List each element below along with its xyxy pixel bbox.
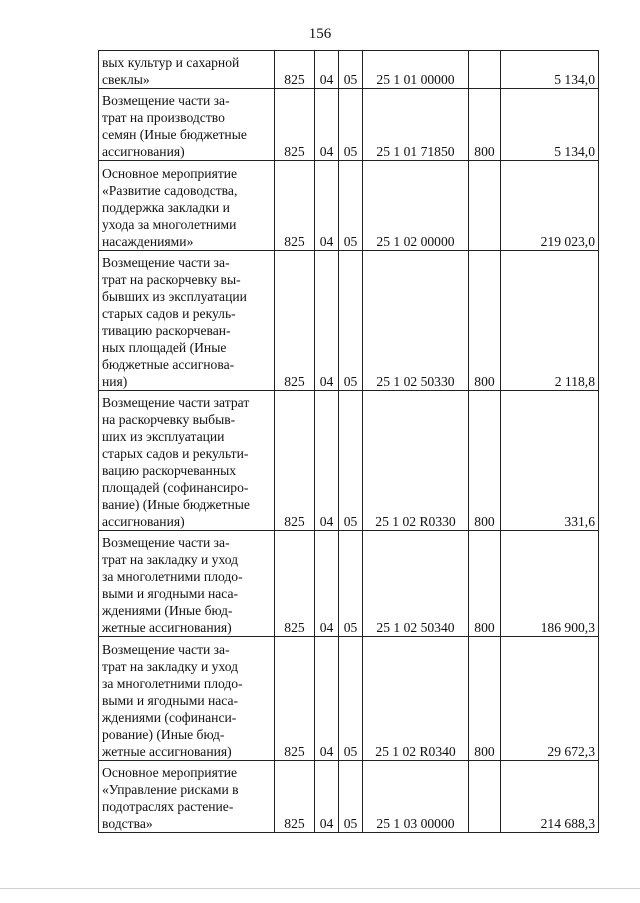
row-vr: 800: [469, 391, 501, 531]
row-vr: [469, 161, 501, 251]
row-section: 04: [315, 251, 339, 391]
row-csr: 25 1 02 R0340: [363, 637, 469, 761]
row-name: Основное мероприятие «Управление рисками в подотраслях растение- водства»: [99, 761, 275, 833]
table-row: [99, 761, 599, 833]
row-amount: 2 118,8: [501, 251, 599, 391]
table-row: [99, 251, 599, 391]
row-vr: 800: [469, 89, 501, 161]
row-subsection: 05: [339, 251, 363, 391]
row-name: Возмещение части за- трат на закладку и уход за многолетними плодо- выми и ягодными наса- ждениями (софинанси- рование) (Иные бюд- жетные ассигнования): [99, 637, 275, 761]
row-vr: 800: [469, 637, 501, 761]
row-subsection: 05: [339, 391, 363, 531]
row-amount: 186 900,3: [501, 531, 599, 637]
row-section: 04: [315, 391, 339, 531]
row-ministry: 825: [275, 531, 315, 637]
row-section: 04: [315, 51, 339, 89]
row-subsection: 05: [339, 531, 363, 637]
row-name: Возмещение части за- трат на закладку и уход за многолетними плодо- выми и ягодными наса- ждениями (Иные бюд- жетные ассигнования): [99, 531, 275, 637]
table-row: [99, 391, 599, 531]
row-vr: [469, 761, 501, 833]
row-subsection: 05: [339, 51, 363, 89]
row-amount: 5 134,0: [501, 89, 599, 161]
page-number: 156: [308, 26, 332, 42]
row-amount: 214 688,3: [501, 761, 599, 833]
row-section: 04: [315, 531, 339, 637]
row-amount: 5 134,0: [501, 51, 599, 89]
scan-edge-line: [0, 888, 640, 889]
row-name: вых культур и сахарной свеклы»: [99, 51, 275, 89]
table-row: [99, 89, 599, 161]
row-vr: [469, 51, 501, 89]
row-subsection: 05: [339, 761, 363, 833]
budget-table: [98, 50, 599, 833]
row-subsection: 05: [339, 89, 363, 161]
row-subsection: 05: [339, 161, 363, 251]
row-section: 04: [315, 161, 339, 251]
row-csr: 25 1 02 50330: [363, 251, 469, 391]
row-ministry: 825: [275, 161, 315, 251]
table-row: [99, 531, 599, 637]
row-csr: 25 1 01 00000: [363, 51, 469, 89]
row-amount: 29 672,3: [501, 637, 599, 761]
row-amount: 331,6: [501, 391, 599, 531]
row-csr: 25 1 02 R0330: [363, 391, 469, 531]
row-ministry: 825: [275, 251, 315, 391]
row-name: Возмещение части за- трат на раскорчевку вы- бывших из эксплуатации старых садов и рекуль- тивацию раскорчеван- ных площадей (Иные бюджетные ассигнова- ния): [99, 251, 275, 391]
row-ministry: 825: [275, 89, 315, 161]
row-name: Основное мероприятие «Развитие садоводства, поддержка закладки и ухода за многолетними насаждениями»: [99, 161, 275, 251]
row-vr: 800: [469, 531, 501, 637]
row-csr: 25 1 01 71850: [363, 89, 469, 161]
row-ministry: 825: [275, 51, 315, 89]
row-ministry: 825: [275, 391, 315, 531]
row-section: 04: [315, 761, 339, 833]
table-row: [99, 161, 599, 251]
row-name: Возмещение части затрат на раскорчевку выбыв- ших из эксплуатации старых садов и рекульти- вацию раскорчеванных площадей (софинансиро- вание) (Иные бюджетные ассигнования): [99, 391, 275, 531]
row-amount: 219 023,0: [501, 161, 599, 251]
row-section: 04: [315, 637, 339, 761]
row-name: Возмещение части за- трат на производство семян (Иные бюджетные ассигнования): [99, 89, 275, 161]
row-ministry: 825: [275, 761, 315, 833]
row-csr: 25 1 02 50340: [363, 531, 469, 637]
table-row: [99, 51, 599, 89]
row-ministry: 825: [275, 637, 315, 761]
row-section: 04: [315, 89, 339, 161]
row-vr: 800: [469, 251, 501, 391]
row-csr: 25 1 02 00000: [363, 161, 469, 251]
table-row: [99, 637, 599, 761]
row-csr: 25 1 03 00000: [363, 761, 469, 833]
row-subsection: 05: [339, 637, 363, 761]
